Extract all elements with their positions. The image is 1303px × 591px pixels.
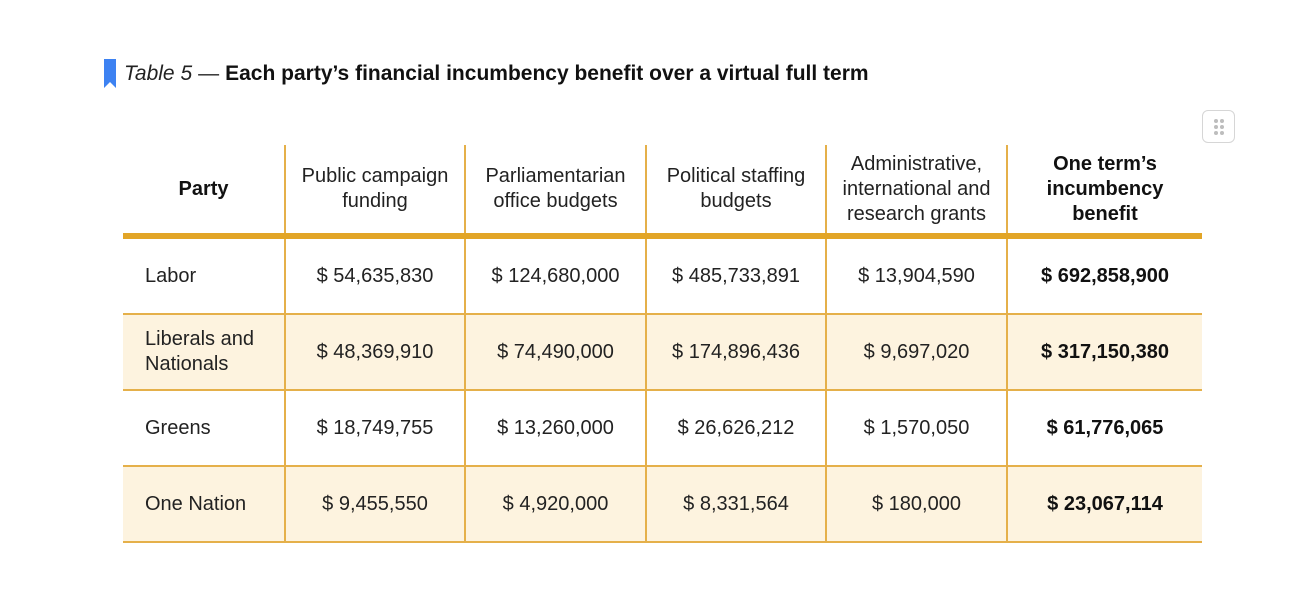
staffing-budget-cell: $ 485,733,891 — [646, 236, 826, 314]
table-label: Table 5 — [124, 62, 193, 85]
grants-cell: $ 180,000 — [826, 466, 1007, 542]
incumbency-benefit-cell: $ 317,150,380 — [1007, 314, 1202, 390]
incumbency-benefit-cell: $ 61,776,065 — [1007, 390, 1202, 466]
incumbency-table — [123, 145, 1202, 543]
office-budget-cell: $ 74,490,000 — [465, 314, 646, 390]
staffing-budget-cell: $ 26,626,212 — [646, 390, 826, 466]
office-budget-cell: $ 13,260,000 — [465, 390, 646, 466]
drag-handle-icon — [1212, 117, 1226, 137]
table-row — [123, 314, 1202, 390]
header-party: Party — [123, 145, 285, 236]
grants-cell: $ 1,570,050 — [826, 390, 1007, 466]
table-title: Each party’s financial incumbency benefit over a virtual full term — [225, 62, 869, 85]
table-header-row — [123, 145, 1202, 236]
public-funding-cell: $ 48,369,910 — [285, 314, 465, 390]
bookmark-icon — [103, 59, 117, 89]
incumbency-benefit-cell: $ 692,858,900 — [1007, 236, 1202, 314]
header-political-staffing-budgets: Political staffing budgets — [646, 145, 826, 236]
staffing-budget-cell: $ 174,896,436 — [646, 314, 826, 390]
party-cell: Greens — [123, 390, 285, 466]
public-funding-cell: $ 54,635,830 — [285, 236, 465, 314]
header-administrative-grants: Administrative, international and research grants — [826, 145, 1007, 236]
table-row — [123, 466, 1202, 542]
grants-cell: $ 13,904,590 — [826, 236, 1007, 314]
office-budget-cell: $ 4,920,000 — [465, 466, 646, 542]
party-cell: One Nation — [123, 466, 285, 542]
party-cell: Labor — [123, 236, 285, 314]
drag-handle-button[interactable] — [1202, 110, 1235, 143]
incumbency-benefit-cell: $ 23,067,114 — [1007, 466, 1202, 542]
staffing-budget-cell: $ 8,331,564 — [646, 466, 826, 542]
public-funding-cell: $ 9,455,550 — [285, 466, 465, 542]
grants-cell: $ 9,697,020 — [826, 314, 1007, 390]
table-row — [123, 390, 1202, 466]
party-cell: Liberals and Nationals — [123, 314, 285, 390]
public-funding-cell: $ 18,749,755 — [285, 390, 465, 466]
header-parliamentarian-office-budgets: Parliamentarian office budgets — [465, 145, 646, 236]
table-caption — [103, 58, 869, 90]
caption-dash: — — [198, 62, 220, 85]
header-incumbency-benefit: One term’s incumbency benefit — [1007, 145, 1202, 236]
office-budget-cell: $ 124,680,000 — [465, 236, 646, 314]
table-row — [123, 236, 1202, 314]
header-public-campaign-funding: Public campaign funding — [285, 145, 465, 236]
